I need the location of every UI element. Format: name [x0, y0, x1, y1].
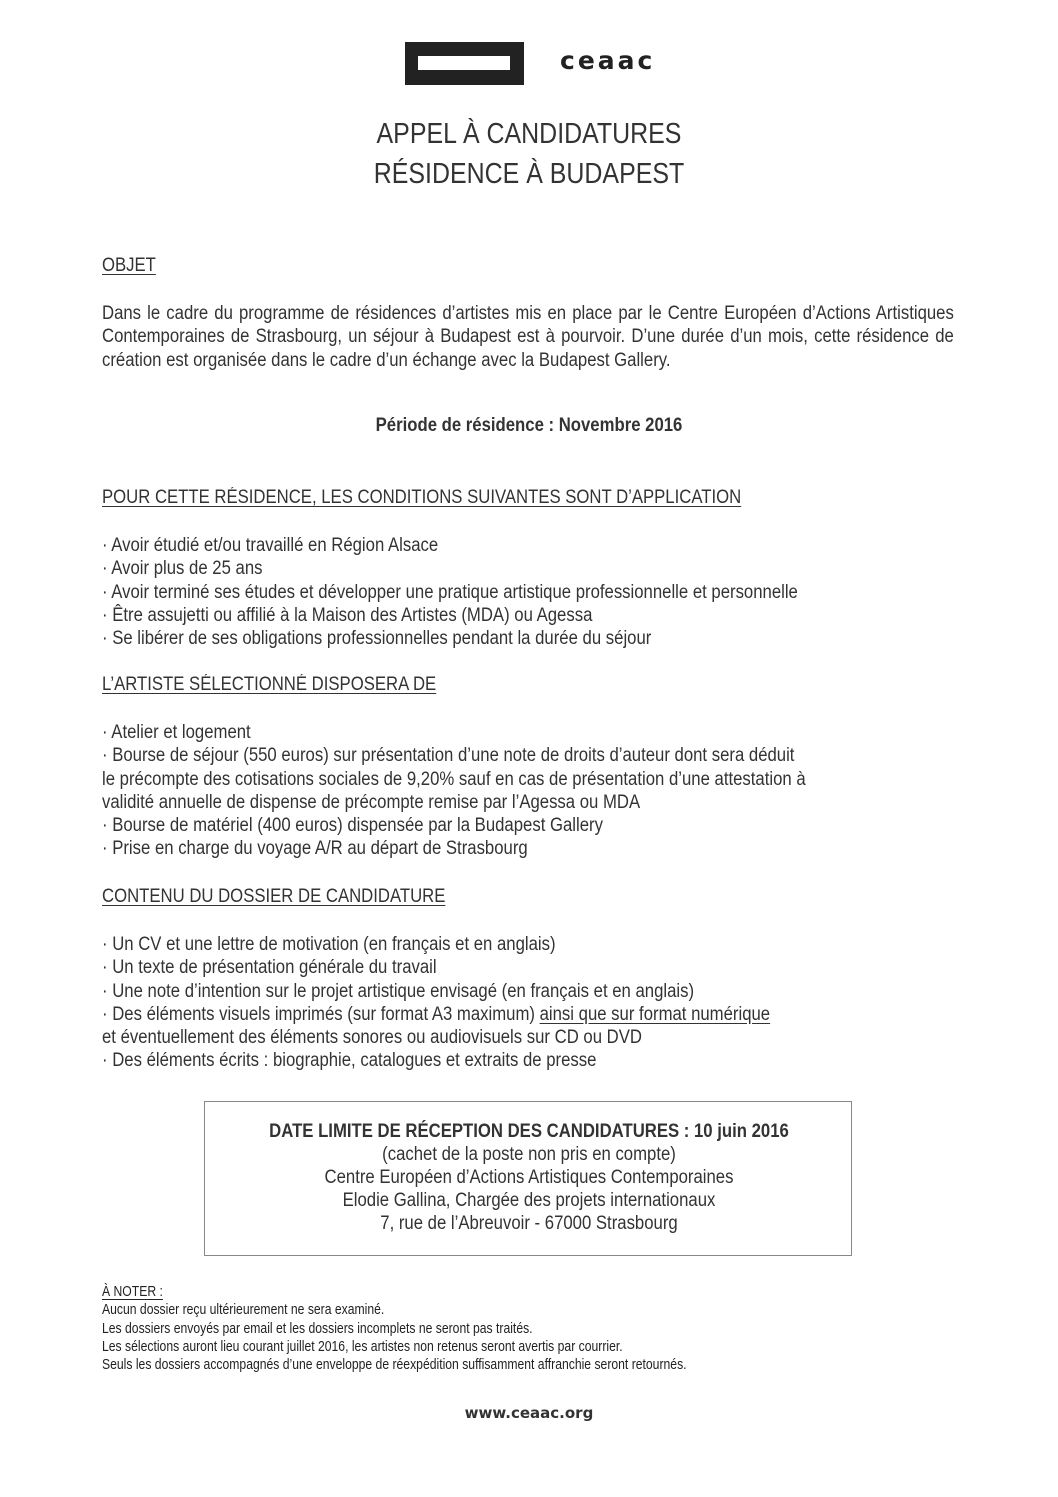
- dossier-item: · Des éléments écrits : biographie, catalogues et extraits de presse: [102, 1050, 597, 1072]
- deadline-note: (cachet de la poste non pris en compte): [382, 1144, 676, 1165]
- residence-period: Période de résidence : Novembre 2016: [375, 415, 683, 436]
- logo-bar: [418, 56, 510, 70]
- dossier-item: · Un CV et une lettre de motivation (en français et en anglais): [102, 934, 556, 955]
- dossier-item: · Une note d’intention sur le projet artistique envisagé (en français et en anglais): [102, 980, 695, 1002]
- benefit-item: · Bourse de séjour (550 euros) sur présentation d’une note de droits d’auteur dont sera déduit: [102, 745, 795, 767]
- page-title-line2: RÉSIDENCE À BUDAPEST: [373, 158, 685, 190]
- note-line: Les sélections auront lieu courant juillet 2016, les artistes non retenus seront avertis par courrier.: [102, 1339, 623, 1355]
- dossier-list: [102, 933, 852, 1073]
- deadline-box: [204, 1101, 852, 1256]
- condition-item: · Avoir plus de 25 ans: [102, 558, 263, 580]
- benefit-item: · Bourse de matériel (400 euros) dispensée par la Budapest Gallery: [102, 815, 603, 837]
- benefit-item: · Prise en charge du voyage A/R au départ de Strasbourg: [102, 838, 528, 860]
- benefits-list: [102, 721, 852, 861]
- notes-heading: À NOTER :: [102, 1284, 163, 1300]
- benefit-item-continued: le précompte des cotisations sociales de 9,20% sauf en cas de présentation d’une attestation à: [102, 768, 806, 790]
- deadline-contact: Elodie Gallina, Chargée des projets internationaux: [342, 1190, 716, 1211]
- page-title-line1: APPEL À CANDIDATURES: [376, 118, 682, 150]
- condition-item: · Avoir terminé ses études et développer une pratique artistique professionnelle et personnelle: [102, 581, 798, 603]
- section-heading-objet: OBJET: [102, 255, 156, 276]
- note-line: Seuls les dossiers accompagnés d’une enveloppe de réexpédition suffisamment affranchie seront retournés.: [102, 1357, 687, 1373]
- website-link[interactable]: www.ceaac.org: [464, 1404, 594, 1422]
- deadline-address: 7, rue de l’Abreuvoir - 67000 Strasbourg: [380, 1213, 678, 1234]
- condition-item: · Avoir étudié et/ou travaillé en Région Alsace: [102, 535, 439, 556]
- conditions-list: [102, 534, 852, 650]
- dossier-item: · Un texte de présentation générale du travail: [102, 957, 437, 979]
- objet-paragraph: Dans le cadre du programme de résidences d’artistes mis en place par le Centre Européen d’Actions Artistiques Contemporaines de Strasbourg, un séjour à Budapest est à pourvoir. D’une durée d’un mois, cette résidence de création est organisée dans le cadre d’un échange avec la Budapest Gallery.: [102, 303, 954, 371]
- deadline-title: DATE LIMITE DE RÉCEPTION DES CANDIDATURES : 10 juin 2016: [269, 1121, 789, 1142]
- dossier-item-text: · Des éléments visuels imprimés (sur format A3 maximum): [102, 1003, 540, 1025]
- logo-text: ceaac: [560, 46, 656, 75]
- dossier-item-emphasis: ainsi que sur format numérique: [539, 1003, 771, 1025]
- benefit-item-continued: validité annuelle de dispense de précompte remise par l’Agessa ou MDA: [102, 791, 641, 813]
- deadline-org: Centre Européen d’Actions Artistiques Contemporaines: [324, 1167, 734, 1188]
- section-heading-conditions: POUR CETTE RÉSIDENCE, LES CONDITIONS SUIVANTES SONT D’APPLICATION: [102, 487, 742, 508]
- dossier-item: [102, 1003, 852, 1026]
- condition-item: · Être assujetti ou affilié à la Maison des Artistes (MDA) ou Agessa: [102, 604, 593, 626]
- condition-item: · Se libérer de ses obligations professionnelles pendant la durée du séjour: [102, 628, 652, 650]
- dossier-item-continued: et éventuellement des éléments sonores ou audiovisuels sur CD ou DVD: [102, 1027, 642, 1049]
- section-heading-dossier: CONTENU DU DOSSIER DE CANDIDATURE: [102, 886, 446, 907]
- section-heading-benefits: L’ARTISTE SÉLECTIONNÉ DISPOSERA DE: [102, 674, 437, 695]
- note-line: Aucun dossier reçu ultérieurement ne sera examiné.: [102, 1302, 385, 1318]
- benefit-item: · Atelier et logement: [102, 722, 251, 743]
- note-line: Les dossiers envoyés par email et les dossiers incomplets ne seront pas traités.: [102, 1321, 533, 1337]
- ceaac-logo-block-icon: [405, 42, 524, 85]
